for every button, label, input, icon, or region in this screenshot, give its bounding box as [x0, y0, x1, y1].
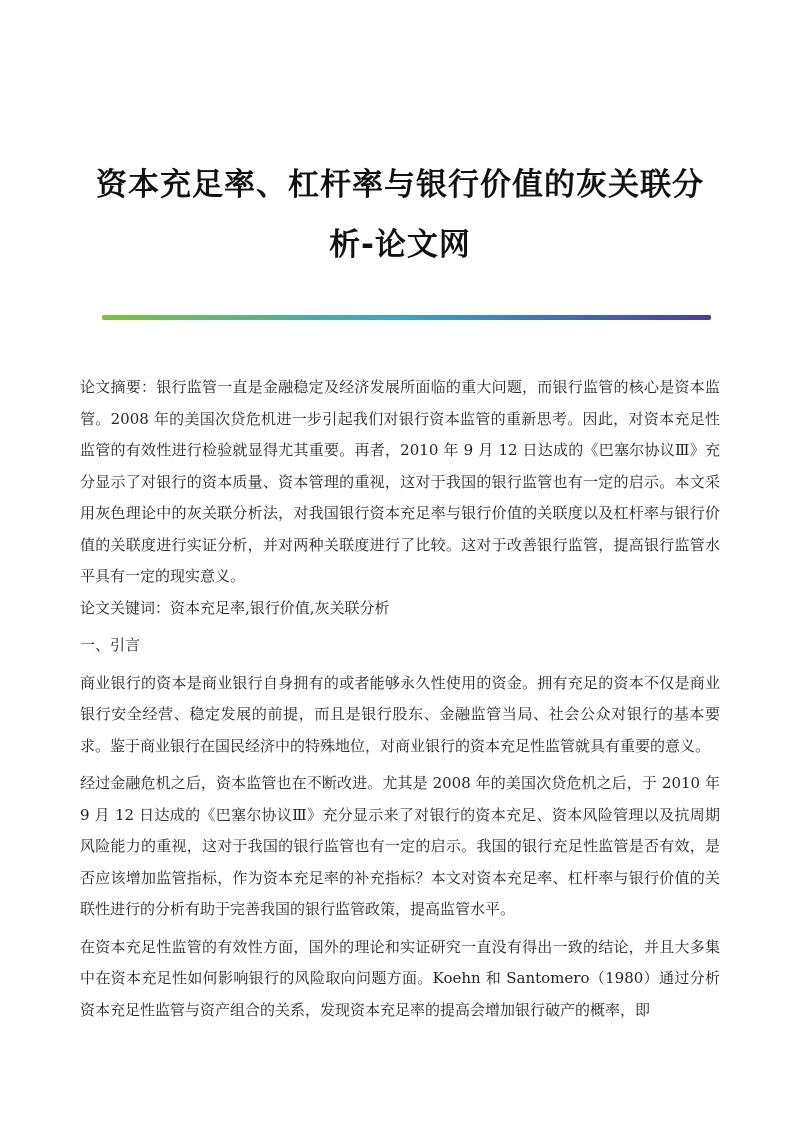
document-body: [80, 372, 720, 1026]
document-title: 资本充足率、杠杆率与银行价值的灰关联分析-论文网: [96, 167, 704, 263]
body-paragraph-3: 在资本充足性监管的有效性方面，国外的理论和实证研究一直没有得出一致的结论，并且大多集中在资本充足性如何影响银行的风险取向问题方面。Koehn 和 Santomero（1980）通过分析资本充足性监管与资产组合的关系，发现资本充足率的提高会增加银行破产的概率，即: [80, 937, 720, 1019]
title-divider: [102, 315, 711, 320]
keywords-paragraph: [80, 593, 720, 625]
keywords-text: 资本充足率,银行价值,灰关联分析: [170, 598, 390, 617]
body-paragraph-1: 商业银行的资本是商业银行自身拥有的或者能够永久性使用的资金。拥有充足的资本不仅是商业银行安全经营、稳定发展的前提，而且是银行股东、金融监管当局、社会公众对银行的基本要求。鉴于商业银行在国民经济中的特殊地位，对商业银行的资本充足性监管就具有重要的意义。: [80, 673, 720, 755]
abstract-paragraph: [80, 372, 720, 593]
body-paragraph-2: 经过金融危机之后，资本监管也在不断改进。尤其是 2008 年的美国次贷危机之后，于 2010 年 9 月 12 日达成的《巴塞尔协议Ⅲ》充分显示来了对银行的资本充足、资本风险管理以及抗周期风险能力的重视，这对于我国的银行监管也有一定的启示。我国的银行充足性监管是否有效，是否应该增加监管指标，作为资本充足率的补充指标？本文对资本充足率、杠杆率与银行价值的关联性进行的分析有助于完善我国的银行监管政策，提高监管水平。: [80, 774, 720, 918]
keywords-label: 论文关键词：: [80, 598, 171, 617]
abstract-label: 论文摘要：: [80, 378, 157, 396]
section-heading: 一、引言: [80, 636, 141, 654]
abstract-text: 银行监管一直是金融稳定及经济发展所面临的重大问题，而银行监管的核心是资本监管。2008 年的美国次贷危机进一步引起我们对银行资本监管的重新思考。因此，对资本充足性监管的有效性进行检验就显得尤其重要。再者，2010 年 9 月 12 日达成的《巴塞尔协议Ⅲ》充分显示了对银行的资本质量、资本管理的重视，这对于我国的银行监管也有一定的启示。本文采用灰色理论中的灰关联分析法，对我国银行资本充足率与银行价值的关联度以及杠杆率与银行价值的关联度进行实证分析，并对两种关联度进行了比较。这对于改善银行监管，提高银行监管水平具有一定的现实意义。: [80, 378, 720, 585]
